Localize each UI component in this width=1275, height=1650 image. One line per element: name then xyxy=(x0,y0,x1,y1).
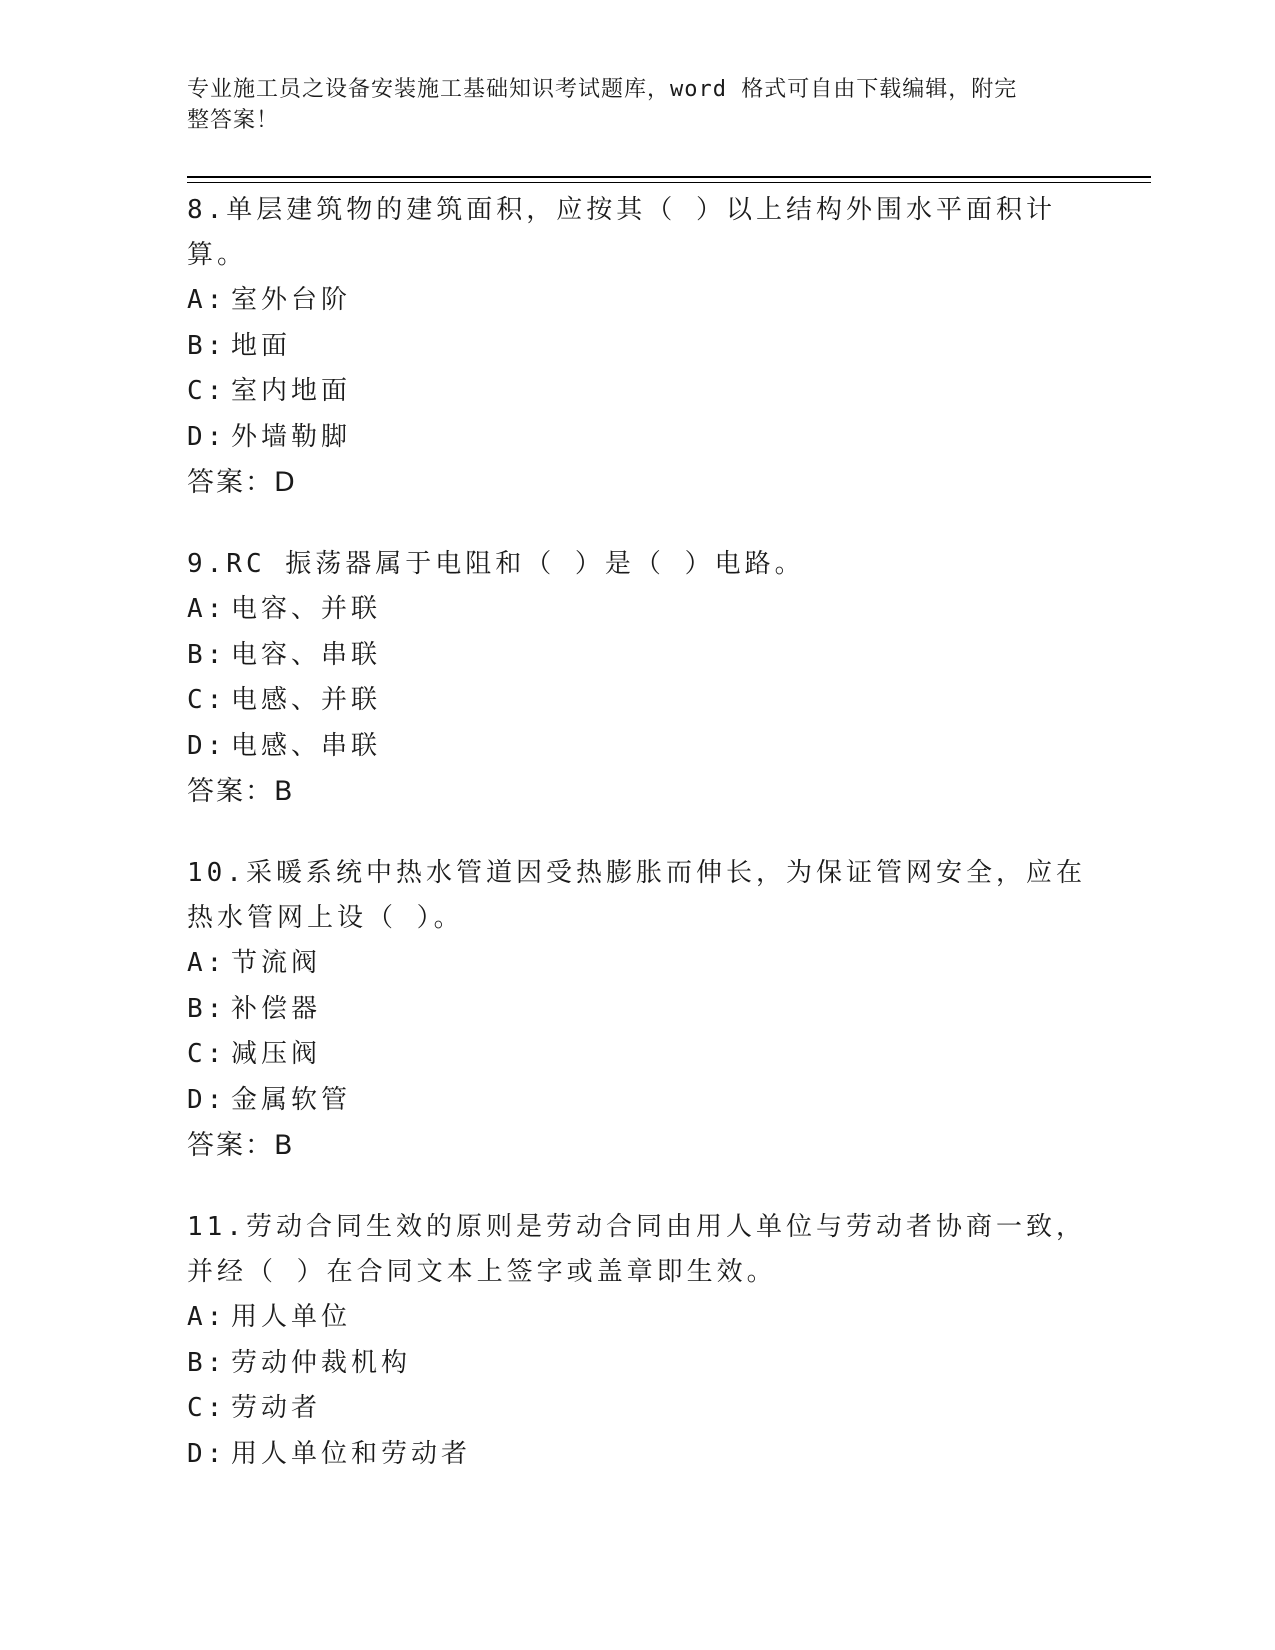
option-key: C: xyxy=(187,685,227,715)
option-text: 地面 xyxy=(231,330,292,361)
answer-line: 答案：B xyxy=(187,776,295,807)
question-stem: 11.劳动合同生效的原则是劳动合同由用人单位与劳动者协商一致，并经（ ）在合同文本上签字或盖章即生效。 xyxy=(187,1212,1086,1287)
option-b xyxy=(187,1341,1087,1387)
option-d xyxy=(187,1078,1087,1124)
option-text: 用人单位 xyxy=(231,1302,352,1332)
question-stem: 9.RC 振荡器属于电阻和（ ）是（ ）电路。 xyxy=(187,549,805,579)
option-text: 外墙勒脚 xyxy=(231,421,352,452)
option-key: D: xyxy=(187,730,227,761)
option-text: 室外台阶 xyxy=(231,285,352,315)
option-b xyxy=(187,324,1087,370)
option-key: A: xyxy=(187,1302,227,1332)
option-key: B: xyxy=(187,330,227,361)
option-text: 用人单位和劳动者 xyxy=(231,1438,472,1469)
question-stem: 8.单层建筑物的建筑面积，应按其（ ）以上结构外围水平面积计算。 xyxy=(187,195,1056,270)
option-text: 节流阀 xyxy=(231,948,322,978)
answer-line: 答案：D xyxy=(187,467,297,498)
option-key: D: xyxy=(187,421,227,452)
header-divider-thin xyxy=(187,182,1151,183)
option-a xyxy=(187,278,1087,324)
option-c xyxy=(187,1032,1087,1078)
option-key: B: xyxy=(187,993,227,1024)
option-text: 电容、串联 xyxy=(231,639,382,670)
question-item xyxy=(187,851,1087,1168)
option-key: A: xyxy=(187,285,227,315)
option-b xyxy=(187,987,1087,1033)
option-a xyxy=(187,587,1087,633)
option-c xyxy=(187,678,1087,724)
option-b xyxy=(187,633,1087,679)
header-line-2: 整答案！ xyxy=(187,108,280,133)
document-header xyxy=(187,74,1067,136)
option-c xyxy=(187,369,1087,415)
option-key: D: xyxy=(187,1438,227,1469)
option-c xyxy=(187,1386,1087,1432)
option-a xyxy=(187,1295,1087,1341)
answer-line: 答案：B xyxy=(187,1130,295,1161)
option-text: 电感、串联 xyxy=(231,730,382,761)
option-a xyxy=(187,941,1087,987)
option-key: A: xyxy=(187,594,227,624)
option-key: B: xyxy=(187,639,227,670)
option-text: 室内地面 xyxy=(231,376,352,406)
option-text: 劳动仲裁机构 xyxy=(231,1347,412,1378)
option-key: B: xyxy=(187,1347,227,1378)
question-item xyxy=(187,542,1087,814)
question-list xyxy=(187,188,1087,1514)
option-text: 金属软管 xyxy=(231,1084,352,1115)
question-item xyxy=(187,188,1087,505)
option-key: C: xyxy=(187,1039,227,1069)
option-key: C: xyxy=(187,376,227,406)
option-d xyxy=(187,1432,1087,1478)
option-text: 劳动者 xyxy=(231,1393,322,1423)
option-key: D: xyxy=(187,1084,227,1115)
header-line-1: 专业施工员之设备安装施工基础知识考试题库，word 格式可自由下载编辑，附完 xyxy=(187,77,1018,102)
option-text: 电容、并联 xyxy=(231,594,382,624)
option-key: C: xyxy=(187,1393,227,1423)
option-key: A: xyxy=(187,948,227,978)
header-divider-thick xyxy=(187,176,1151,178)
option-text: 电感、并联 xyxy=(231,685,382,715)
option-d xyxy=(187,415,1087,461)
option-d xyxy=(187,724,1087,770)
option-text: 减压阀 xyxy=(231,1039,322,1069)
question-item xyxy=(187,1205,1087,1477)
question-stem: 10.采暖系统中热水管道因受热膨胀而伸长，为保证管网安全，应在热水管网上设（ ）。 xyxy=(187,858,1086,933)
option-text: 补偿器 xyxy=(231,993,322,1024)
